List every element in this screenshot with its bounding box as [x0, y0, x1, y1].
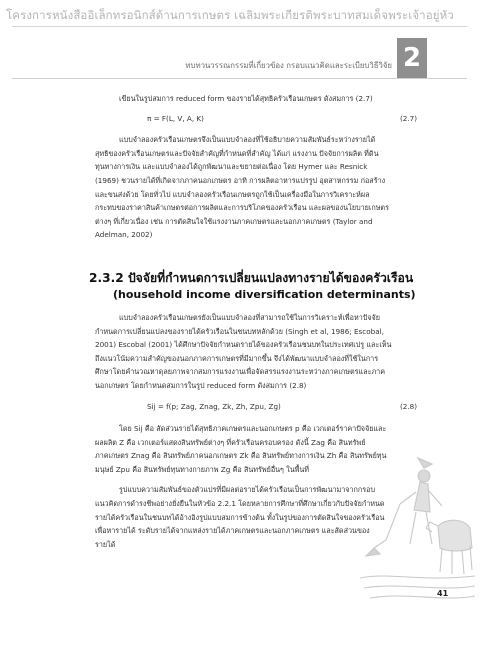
text-line: ศึกษาโดยคำนวณหาดุลยภาพจากสมการแรงงานเพื่อจัดสรรแรงงานระหว่างภาคเกษตรและภาค	[95, 367, 386, 377]
farmer-plowing-with-buffalo-icon	[360, 452, 475, 612]
text-line: เพื่อหารายได้ ระดับรายได้จากแหล่งรายได้ภาคเกษตรและนอกภาคเกษตร และสัดส่วนของ	[95, 526, 370, 536]
text-line: กำหนดการเปลี่ยนแปลงของรายได้ครัวเรือนในชนบทหลักด้วย (Singh et al, 1986; Escobal,	[95, 326, 384, 336]
paragraph-determinants	[95, 311, 437, 393]
text-line: สุทธิของครัวเรือนเกษตรและปัจจัยสำคัญที่กำหนดที่สำคัญ ได้แก่ แรงงาน ปัจจัยการผลิต ที่ดิน	[95, 148, 379, 158]
page-number: 41	[437, 589, 449, 598]
chapter-number-tab: 2	[397, 38, 427, 78]
header-divider	[12, 26, 467, 27]
text-line: มนุษย์ Zpu คือ สินทรัพย์ทุนทางกายภาพ Zg คือ สินทรัพย์อื่นๆ ในพื้นที่	[95, 464, 310, 474]
text-line: Adelman, 2002)	[95, 230, 153, 240]
equation-formula: Sij = f(p; Zag, Znag, Zk, Zh, Zpu, Zg)	[147, 401, 281, 411]
section-heading: 2.3.2 ปัจจัยที่กำหนดการเปลี่ยนแปลงทางรายได้ของครัวเรือน	[89, 270, 414, 285]
equation-formula: π = F(L, V, A, K)	[147, 113, 204, 123]
intro-line: เขียนในรูปสมการ reduced form ของรายได้สุทธิครัวเรือนเกษตร ดังสมการ (2.7)	[119, 94, 373, 103]
text-line: รายได้	[95, 539, 116, 549]
equation-2-7	[95, 112, 437, 126]
text-line: 2001) Escobal (2001) ได้ศึกษาปัจจัยกำหนดรายได้ของครัวเรือนชนบทในประเทศเปรู และเห็น	[95, 340, 392, 350]
text-line: ภาคเกษตร Znag คือ สินทรัพย์ภาคนอกเกษตร Zk คือ สินทรัพย์ทางการเงิน Zh คือ สินทรัพย์ทุน	[95, 451, 387, 461]
equation-2-8	[95, 400, 437, 414]
text-line: ผลผลิต Z คือ เวกเตอร์แสดงสินทรัพย์ต่างๆ ที่ครัวเรือนครอบครอง ดังนี้ Zag คือ สินทรัพย์	[95, 437, 366, 447]
text-line: รายได้ครัวเรือนในชนบทได้อ้างอิงรูปแบบสมการข้างต้น ทั้งในรูปของการตัดสินใจของครัวเรือน	[95, 512, 385, 522]
section-subheading: (household income diversification determinants)	[113, 287, 416, 301]
equation-number: (2.7)	[399, 113, 417, 123]
paragraph-household-model	[95, 133, 437, 242]
text-line: นอกเกษตร โดยกำหนดสมการในรูป reduced form ดังสมการ (2.8)	[95, 380, 307, 390]
series-title: โครงการหนังสืออิเล็กทรอนิกส์ด้านการเกษตร เฉลิมพระเกียรติพระบาทสมเด็จพระเจ้าอยู่หัว	[6, 8, 454, 22]
text-line: (1969) ชวนรายได้ที่เกิดจากภาคนอกเกษตร อาทิ การผลิตอาหารแปรรูป อุตสาหกรรม ก่อสร้าง	[95, 175, 386, 185]
text-line: แบบจำลองครัวเรือนเกษตรจึงเป็นแบบจำลองที่ใช้อธิบายความสัมพันธ์ระหว่างรายได้	[119, 135, 376, 145]
chapter-title: ทบทวนวรรณกรรมที่เกี่ยวข้อง กรอบแนวคิดและระเบียบวิธีวิจัย	[185, 61, 392, 70]
text-line: รูปแบบความสัมพันธ์ของตัวแปรที่มีผลต่อรายได้ครัวเรือนเป็นการพัฒนามาจากกรอบ	[119, 485, 376, 495]
text-line: กระทบของราคาสินค้าเกษตรต่อการผลิตและการบริโภคของครัวเรือน และผลของนโยบายเกษตร	[95, 203, 389, 213]
text-line: และขนส่งด้วย โดยทั่วไป แบบจำลองครัวเรือนเกษตรถูกใช้เป็นเครื่องมือในการวิเคราะห์ผล	[95, 189, 370, 199]
chapter-divider	[12, 78, 467, 79]
text-line: โดย Sij คือ สัดส่วนรายได้สุทธิภาคเกษตรและนอกเกษตร p คือ เวกเตอร์ราคาปัจจัยและ	[119, 424, 387, 434]
text-line: ถึงแนวโน้มความสำคัญของนอกภาคการเกษตรที่มีมากขึ้น จึงได้พัฒนาแบบจำลองที่ใช้ในการ	[95, 353, 379, 363]
equation-number: (2.8)	[399, 401, 417, 411]
text-line: ทุนทางการเงิน และแบบจำลองได้ถูกพัฒนาและขยายต่อเนื่อง โดย Hymer และ Resnick	[95, 162, 368, 172]
text-line: แบบจำลองครัวเรือนเกษตรยังเป็นแบบจำลองที่สามารถใช้ในการวิเคราะห์เพื่อหาปัจจัย	[119, 312, 380, 322]
text-line: แนวคิดการดำรงชีพอย่างยั่งยืนในหัวข้อ 2.2.1 โดยหลายการศึกษาที่ศึกษาเกี่ยวกับปัจจัยกำหนด	[95, 499, 385, 509]
text-line: ต่างๆ ที่เกี่ยวเนื่อง เช่น การตัดสินใจใช้แรงงานภาคเกษตรและนอกภาคเกษตร (Taylor and	[95, 216, 373, 226]
